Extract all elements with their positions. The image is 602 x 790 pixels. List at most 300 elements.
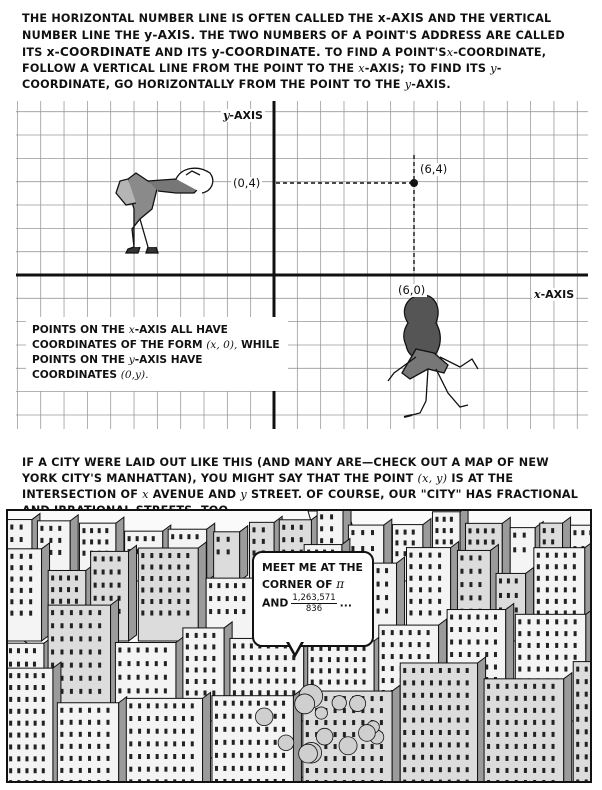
point-label-6-0: (6,0) bbox=[398, 283, 426, 297]
window bbox=[182, 779, 185, 781]
window bbox=[507, 593, 510, 598]
window bbox=[573, 576, 576, 581]
window bbox=[182, 767, 185, 772]
building-side bbox=[502, 517, 510, 581]
window bbox=[25, 662, 28, 667]
window bbox=[58, 538, 61, 543]
window bbox=[89, 610, 92, 615]
window bbox=[382, 630, 385, 635]
window bbox=[42, 697, 45, 702]
window bbox=[94, 556, 97, 561]
window bbox=[34, 756, 37, 761]
window bbox=[505, 732, 508, 737]
window bbox=[585, 667, 588, 672]
window bbox=[212, 644, 215, 649]
window bbox=[223, 701, 226, 706]
window bbox=[129, 703, 132, 708]
window bbox=[59, 587, 62, 592]
window bbox=[187, 534, 190, 539]
window bbox=[282, 727, 285, 732]
window bbox=[515, 708, 518, 713]
window bbox=[34, 673, 37, 678]
building bbox=[8, 549, 42, 641]
window bbox=[282, 714, 285, 719]
window bbox=[457, 767, 460, 772]
window bbox=[89, 636, 92, 641]
window bbox=[70, 649, 73, 654]
window bbox=[291, 537, 294, 542]
building-side bbox=[119, 697, 127, 781]
window bbox=[20, 577, 23, 582]
window bbox=[98, 689, 101, 694]
window bbox=[182, 703, 185, 708]
window bbox=[382, 654, 385, 659]
window bbox=[496, 756, 499, 761]
window bbox=[354, 657, 357, 662]
window bbox=[457, 742, 460, 747]
term-y-axis: y-AXIS. bbox=[144, 28, 196, 42]
window bbox=[242, 609, 245, 614]
window bbox=[34, 685, 37, 690]
window bbox=[42, 768, 45, 773]
window bbox=[223, 714, 226, 719]
window bbox=[546, 553, 549, 558]
window bbox=[226, 609, 229, 614]
window bbox=[518, 619, 521, 624]
window bbox=[430, 780, 433, 781]
window bbox=[274, 714, 277, 719]
window bbox=[29, 554, 32, 559]
window bbox=[267, 690, 270, 695]
intro-text: AND ITS bbox=[155, 46, 208, 59]
window bbox=[439, 693, 442, 698]
window bbox=[89, 689, 92, 694]
window bbox=[537, 599, 540, 604]
window bbox=[79, 744, 82, 749]
building bbox=[8, 668, 53, 781]
window bbox=[430, 755, 433, 760]
window bbox=[551, 528, 554, 533]
tree bbox=[350, 695, 366, 711]
window bbox=[573, 553, 576, 558]
window bbox=[403, 730, 406, 735]
window bbox=[382, 678, 385, 683]
window bbox=[215, 766, 218, 771]
window bbox=[457, 705, 460, 710]
window bbox=[60, 744, 63, 749]
window bbox=[215, 701, 218, 706]
intro-text: -COORDINATE, FOLLOW A VERTICAL LINE FROM THE POINT TO THE bbox=[22, 46, 547, 75]
window bbox=[186, 553, 189, 558]
window bbox=[241, 667, 244, 672]
window bbox=[585, 779, 588, 781]
window bbox=[82, 528, 85, 533]
window bbox=[395, 540, 398, 545]
window bbox=[466, 780, 469, 781]
window bbox=[542, 684, 545, 689]
window bbox=[156, 716, 159, 721]
window bbox=[97, 768, 100, 773]
window bbox=[138, 779, 141, 781]
window bbox=[354, 668, 357, 673]
window bbox=[88, 720, 91, 725]
window bbox=[468, 528, 471, 533]
window bbox=[533, 684, 536, 689]
window bbox=[552, 720, 555, 725]
window bbox=[469, 555, 472, 560]
window bbox=[267, 679, 270, 684]
window bbox=[98, 528, 101, 533]
window bbox=[186, 679, 189, 684]
window bbox=[97, 720, 100, 725]
window bbox=[70, 623, 73, 628]
tree bbox=[316, 728, 333, 745]
window bbox=[468, 627, 471, 632]
window bbox=[215, 779, 218, 781]
window bbox=[494, 627, 497, 632]
window bbox=[403, 755, 406, 760]
window bbox=[585, 754, 588, 759]
window bbox=[150, 565, 153, 570]
window bbox=[391, 642, 394, 647]
window bbox=[524, 708, 527, 713]
window bbox=[487, 780, 490, 781]
window bbox=[20, 537, 23, 542]
window bbox=[533, 756, 536, 761]
window bbox=[537, 553, 540, 558]
window bbox=[450, 652, 453, 657]
window bbox=[439, 730, 442, 735]
window bbox=[435, 517, 438, 522]
window bbox=[361, 720, 364, 725]
window bbox=[110, 596, 113, 601]
window bbox=[421, 730, 424, 735]
window bbox=[515, 593, 518, 598]
window bbox=[573, 530, 576, 535]
window bbox=[421, 668, 424, 673]
window bbox=[576, 742, 579, 747]
window bbox=[576, 767, 579, 772]
window bbox=[552, 744, 555, 749]
window bbox=[412, 540, 415, 545]
window bbox=[515, 684, 518, 689]
y-axis-label: y-AXIS bbox=[223, 109, 263, 122]
window bbox=[150, 611, 153, 616]
window bbox=[552, 780, 555, 781]
window bbox=[354, 680, 357, 685]
window bbox=[377, 595, 380, 600]
intro-caption bbox=[22, 10, 584, 93]
window bbox=[385, 568, 388, 573]
window bbox=[515, 756, 518, 761]
window bbox=[9, 709, 12, 714]
window bbox=[146, 675, 149, 680]
window bbox=[380, 696, 383, 701]
window bbox=[537, 631, 540, 636]
window bbox=[311, 657, 314, 662]
window bbox=[223, 740, 226, 745]
window bbox=[418, 654, 421, 659]
window bbox=[485, 627, 488, 632]
window bbox=[552, 732, 555, 737]
window bbox=[352, 780, 355, 781]
window bbox=[242, 596, 245, 601]
window bbox=[146, 648, 149, 653]
window bbox=[438, 553, 441, 558]
window bbox=[215, 727, 218, 732]
window bbox=[459, 627, 462, 632]
window bbox=[450, 517, 453, 522]
window bbox=[147, 779, 150, 781]
window bbox=[466, 680, 469, 685]
window bbox=[334, 768, 337, 773]
building bbox=[138, 548, 198, 641]
window bbox=[518, 631, 521, 636]
window bbox=[466, 705, 469, 710]
window bbox=[146, 661, 149, 666]
window bbox=[226, 583, 229, 588]
window bbox=[147, 716, 150, 721]
window bbox=[585, 767, 588, 772]
window bbox=[17, 685, 20, 690]
window bbox=[400, 654, 403, 659]
window bbox=[233, 690, 236, 695]
window bbox=[343, 756, 346, 761]
window bbox=[34, 780, 37, 781]
window bbox=[361, 756, 364, 761]
window bbox=[412, 742, 415, 747]
window bbox=[377, 582, 380, 587]
window bbox=[217, 609, 220, 614]
window bbox=[581, 530, 584, 535]
window bbox=[223, 766, 226, 771]
window bbox=[147, 754, 150, 759]
window bbox=[249, 753, 252, 758]
window bbox=[457, 730, 460, 735]
window bbox=[499, 593, 502, 598]
bubble-line: CORNER OF π bbox=[262, 577, 345, 591]
window bbox=[418, 630, 421, 635]
window bbox=[118, 661, 121, 666]
window bbox=[79, 732, 82, 737]
window bbox=[34, 709, 37, 714]
window bbox=[505, 768, 508, 773]
window bbox=[215, 714, 218, 719]
tree bbox=[255, 708, 273, 726]
window bbox=[10, 588, 13, 593]
window bbox=[505, 720, 508, 725]
window bbox=[79, 780, 82, 781]
window bbox=[542, 756, 545, 761]
window bbox=[523, 533, 526, 538]
window bbox=[450, 539, 453, 544]
window bbox=[138, 767, 141, 772]
window bbox=[542, 744, 545, 749]
window bbox=[448, 780, 451, 781]
window bbox=[79, 756, 82, 761]
window bbox=[533, 720, 536, 725]
window bbox=[60, 780, 63, 781]
window bbox=[284, 679, 287, 684]
window bbox=[25, 756, 28, 761]
window bbox=[42, 721, 45, 726]
window bbox=[10, 599, 13, 604]
window bbox=[9, 673, 12, 678]
window bbox=[141, 599, 144, 604]
window bbox=[249, 714, 252, 719]
window bbox=[291, 525, 294, 530]
building-side bbox=[203, 692, 211, 781]
window bbox=[82, 551, 85, 556]
window bbox=[459, 652, 462, 657]
window bbox=[51, 636, 54, 641]
window bbox=[204, 633, 207, 638]
window bbox=[17, 697, 20, 702]
window bbox=[439, 755, 442, 760]
window bbox=[282, 766, 285, 771]
window bbox=[404, 530, 407, 535]
window bbox=[412, 767, 415, 772]
window bbox=[265, 727, 268, 732]
window bbox=[371, 708, 374, 713]
window bbox=[106, 708, 109, 713]
window bbox=[430, 730, 433, 735]
window bbox=[34, 768, 37, 773]
window bbox=[164, 688, 167, 693]
window bbox=[250, 667, 253, 672]
window bbox=[450, 627, 453, 632]
window bbox=[67, 599, 70, 604]
window bbox=[191, 703, 194, 708]
window bbox=[141, 576, 144, 581]
window bbox=[150, 553, 153, 558]
window bbox=[418, 642, 421, 647]
man-figure-icon bbox=[116, 168, 213, 253]
window bbox=[29, 565, 32, 570]
window bbox=[70, 708, 73, 713]
window bbox=[25, 709, 28, 714]
window bbox=[40, 538, 43, 543]
window bbox=[240, 714, 243, 719]
window bbox=[79, 636, 82, 641]
window bbox=[429, 576, 432, 581]
window bbox=[204, 644, 207, 649]
window bbox=[258, 667, 261, 672]
window bbox=[147, 741, 150, 746]
window bbox=[79, 720, 82, 725]
window bbox=[371, 696, 374, 701]
window bbox=[505, 744, 508, 749]
window bbox=[533, 768, 536, 773]
window bbox=[147, 729, 150, 734]
speech-bubble bbox=[252, 551, 374, 647]
window bbox=[128, 536, 131, 541]
bubble-tail-inner bbox=[289, 642, 301, 653]
point-label-6-4: (6,4) bbox=[420, 162, 448, 176]
window bbox=[173, 767, 176, 772]
window bbox=[543, 539, 546, 544]
window bbox=[537, 564, 540, 569]
window bbox=[138, 754, 141, 759]
window bbox=[361, 780, 364, 781]
window bbox=[528, 643, 531, 648]
window bbox=[250, 643, 253, 648]
window bbox=[232, 714, 235, 719]
window bbox=[51, 610, 54, 615]
window bbox=[40, 526, 43, 531]
window bbox=[249, 727, 252, 732]
window bbox=[164, 779, 167, 781]
window bbox=[217, 549, 220, 554]
window bbox=[466, 693, 469, 698]
window bbox=[106, 720, 109, 725]
window bbox=[118, 556, 121, 561]
window bbox=[395, 551, 398, 556]
window bbox=[60, 623, 63, 628]
window bbox=[89, 649, 92, 654]
window bbox=[20, 611, 23, 616]
window bbox=[227, 537, 230, 542]
window bbox=[438, 587, 441, 592]
window bbox=[328, 668, 331, 673]
tree bbox=[339, 737, 357, 755]
window bbox=[155, 648, 158, 653]
window bbox=[42, 709, 45, 714]
window bbox=[409, 553, 412, 558]
window bbox=[345, 657, 348, 662]
window bbox=[469, 595, 472, 600]
window bbox=[361, 530, 364, 535]
window bbox=[337, 657, 340, 662]
window bbox=[150, 588, 153, 593]
window bbox=[564, 599, 567, 604]
tree bbox=[299, 744, 318, 763]
window bbox=[496, 684, 499, 689]
window bbox=[284, 690, 287, 695]
window bbox=[585, 717, 588, 722]
window bbox=[51, 575, 54, 580]
term-y-coordinate: y-COORDINATE. bbox=[211, 45, 321, 59]
window bbox=[468, 615, 471, 620]
window bbox=[421, 693, 424, 698]
window bbox=[155, 675, 158, 680]
city-caption: IF A CITY WERE LAID OUT LIKE THIS (AND MANY ARE—CHECK OUT A MAP OF NEW YORK CITY'S MANHATTAN), YOU MIGHT SAY THAT THE POINT (x, y) IS AT THE INTERSECTION OF x AVENUE AND y STREET. OF COURSE, OUR "CITY" HAS FRACTIONAL bbox=[22, 456, 579, 501]
window bbox=[311, 680, 314, 685]
window bbox=[380, 744, 383, 749]
window bbox=[110, 556, 113, 561]
window bbox=[460, 569, 463, 574]
window bbox=[427, 642, 430, 647]
window bbox=[476, 627, 479, 632]
window bbox=[487, 768, 490, 773]
window bbox=[265, 779, 268, 781]
window bbox=[537, 576, 540, 581]
window bbox=[42, 780, 45, 781]
window bbox=[159, 588, 162, 593]
window bbox=[136, 536, 139, 541]
var-x: x bbox=[446, 46, 454, 59]
window bbox=[173, 703, 176, 708]
window bbox=[138, 729, 141, 734]
window bbox=[129, 716, 132, 721]
window bbox=[106, 732, 109, 737]
window bbox=[574, 643, 577, 648]
window bbox=[421, 767, 424, 772]
window bbox=[524, 684, 527, 689]
window bbox=[79, 610, 82, 615]
window bbox=[9, 648, 12, 653]
pi-symbol: π bbox=[336, 577, 345, 591]
